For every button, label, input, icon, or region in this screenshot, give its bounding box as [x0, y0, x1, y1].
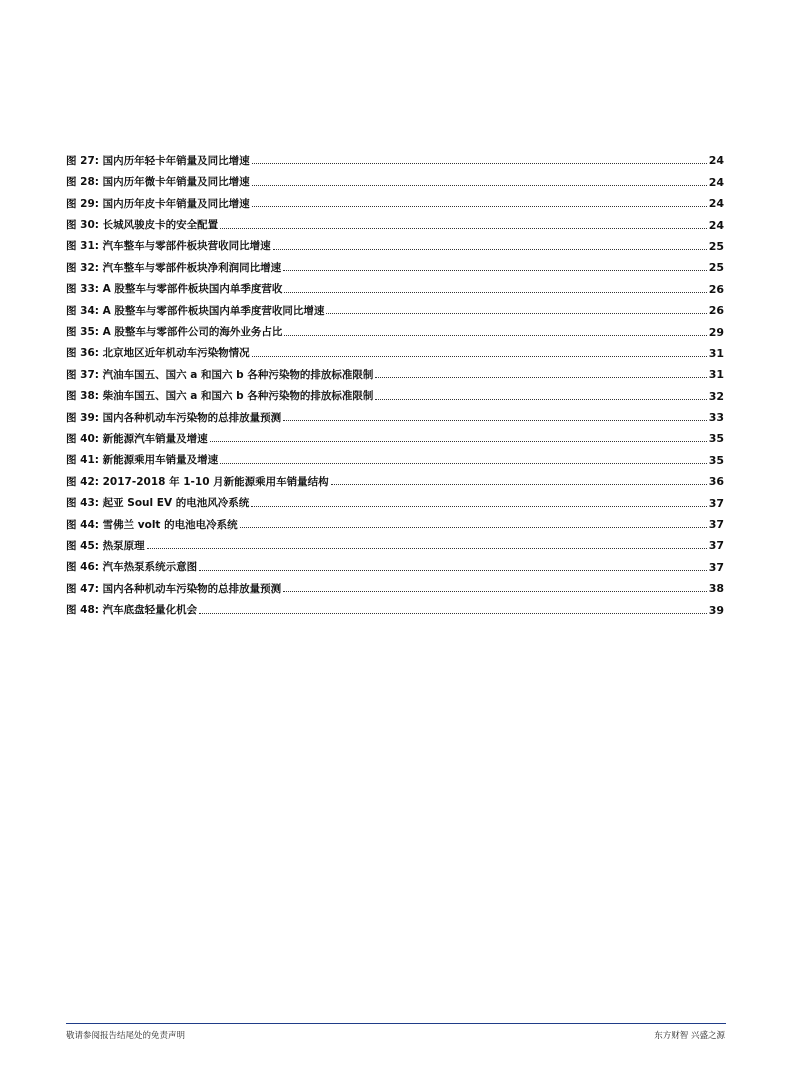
- toc-label: 图 33: A 股整车与零部件板块国内单季度营收: [66, 283, 283, 296]
- toc-row[interactable]: [66, 487, 724, 508]
- toc-page-number: 26: [708, 282, 724, 296]
- toc-leader-dots: [252, 356, 707, 357]
- toc-page-number: 35: [708, 432, 724, 446]
- toc-leader-dots: [283, 420, 707, 421]
- toc-label: 图 38: 柴油车国五、国六 a 和国六 b 各种污染物的排放标准限制: [66, 390, 374, 403]
- toc-label: 图 37: 汽油车国五、国六 a 和国六 b 各种污染物的排放标准限制: [66, 368, 374, 381]
- footer-disclaimer: 敬请参阅报告结尾处的免责声明: [66, 1031, 186, 1041]
- toc-label: 图 44: 雪佛兰 volt 的电池电冷系统: [66, 518, 238, 531]
- toc-leader-dots: [283, 591, 707, 592]
- toc-leader-dots: [199, 613, 707, 614]
- toc-leader-dots: [251, 506, 706, 507]
- toc-page-number: 36: [708, 475, 724, 489]
- toc-row[interactable]: [66, 273, 724, 294]
- toc-label: 图 29: 国内历年皮卡年销量及同比增速: [66, 197, 250, 210]
- toc-row[interactable]: [66, 444, 724, 465]
- toc-label: 图 30: 长城风骏皮卡的安全配置: [66, 219, 219, 232]
- toc-label: 图 42: 2017-2018 年 1-10 月新能源乘用车销量结构: [66, 475, 329, 488]
- toc-row[interactable]: [66, 166, 724, 187]
- toc-leader-dots: [199, 570, 707, 571]
- toc-page-number: 25: [708, 239, 724, 253]
- toc-label: 图 43: 起亚 Soul EV 的电池风冷系统: [66, 497, 250, 510]
- toc-leader-dots: [326, 313, 706, 314]
- toc-page-number: 38: [708, 582, 724, 596]
- toc-row[interactable]: [66, 316, 724, 337]
- toc-label: 图 34: A 股整车与零部件板块国内单季度营收同比增速: [66, 304, 325, 317]
- toc-leader-dots: [331, 484, 707, 485]
- toc-leader-dots: [273, 249, 707, 250]
- toc-row[interactable]: [66, 509, 724, 530]
- toc-label: 图 46: 汽车热泵系统示意图: [66, 561, 198, 574]
- toc-label: 图 40: 新能源汽车销量及增速: [66, 432, 208, 445]
- toc-leader-dots: [220, 228, 707, 229]
- toc-leader-dots: [375, 399, 706, 400]
- toc-label: 图 39: 国内各种机动车污染物的总排放量预测: [66, 411, 282, 424]
- toc-row[interactable]: [66, 209, 724, 230]
- toc-label: 图 36: 北京地区近年机动车污染物情况: [66, 347, 250, 360]
- toc-page-number: 33: [708, 411, 724, 425]
- toc-leader-dots: [252, 185, 707, 186]
- toc-label: 图 35: A 股整车与零部件公司的海外业务占比: [66, 326, 283, 339]
- toc-row[interactable]: [66, 402, 724, 423]
- toc-page-number: 31: [708, 368, 724, 382]
- toc-page-number: 24: [708, 175, 724, 189]
- toc-page-number: 24: [708, 218, 724, 232]
- toc-row[interactable]: [66, 573, 724, 594]
- toc-row[interactable]: [66, 380, 724, 401]
- toc-leader-dots: [240, 527, 707, 528]
- footer-divider: [66, 1023, 726, 1024]
- toc-leader-dots: [283, 270, 707, 271]
- toc-row[interactable]: [66, 252, 724, 273]
- toc-page-number: 35: [708, 453, 724, 467]
- toc-page-number: 25: [708, 261, 724, 275]
- toc-row[interactable]: [66, 466, 724, 487]
- toc-row[interactable]: [66, 359, 724, 380]
- table-of-figures: [66, 145, 724, 616]
- toc-page-number: 31: [708, 346, 724, 360]
- footer-slogan: 东方财智 兴盛之源: [654, 1031, 725, 1041]
- toc-label: 图 41: 新能源乘用车销量及增速: [66, 454, 219, 467]
- toc-page-number: 29: [708, 325, 724, 339]
- toc-page-number: 39: [708, 603, 724, 617]
- toc-page-number: 37: [708, 518, 724, 532]
- toc-page-number: 37: [708, 560, 724, 574]
- toc-row[interactable]: [66, 295, 724, 316]
- toc-page-number: 37: [708, 539, 724, 553]
- toc-page-number: 24: [708, 197, 724, 211]
- toc-row[interactable]: [66, 530, 724, 551]
- toc-row[interactable]: [66, 338, 724, 359]
- toc-page-number: 26: [708, 304, 724, 318]
- toc-row[interactable]: [66, 551, 724, 572]
- toc-row[interactable]: [66, 231, 724, 252]
- toc-row[interactable]: [66, 145, 724, 166]
- toc-leader-dots: [375, 377, 706, 378]
- toc-label: 图 45: 热泵原理: [66, 539, 145, 552]
- toc-label: 图 47: 国内各种机动车污染物的总排放量预测: [66, 582, 282, 595]
- toc-leader-dots: [284, 292, 706, 293]
- toc-leader-dots: [252, 206, 707, 207]
- toc-label: 图 27: 国内历年轻卡年销量及同比增速: [66, 154, 250, 167]
- toc-leader-dots: [210, 441, 707, 442]
- toc-row[interactable]: [66, 423, 724, 444]
- toc-leader-dots: [220, 463, 707, 464]
- toc-page-number: 24: [708, 154, 724, 168]
- toc-label: 图 32: 汽车整车与零部件板块净利润同比增速: [66, 261, 282, 274]
- toc-row[interactable]: [66, 188, 724, 209]
- toc-leader-dots: [284, 335, 706, 336]
- toc-label: 图 31: 汽车整车与零部件板块营收同比增速: [66, 240, 271, 253]
- toc-label: 图 28: 国内历年微卡年销量及同比增速: [66, 176, 250, 189]
- toc-page-number: 32: [708, 389, 724, 403]
- toc-leader-dots: [147, 548, 707, 549]
- toc-leader-dots: [252, 163, 707, 164]
- toc-row[interactable]: [66, 594, 724, 615]
- toc-page-number: 37: [708, 496, 724, 510]
- toc-label: 图 48: 汽车底盘轻量化机会: [66, 604, 198, 617]
